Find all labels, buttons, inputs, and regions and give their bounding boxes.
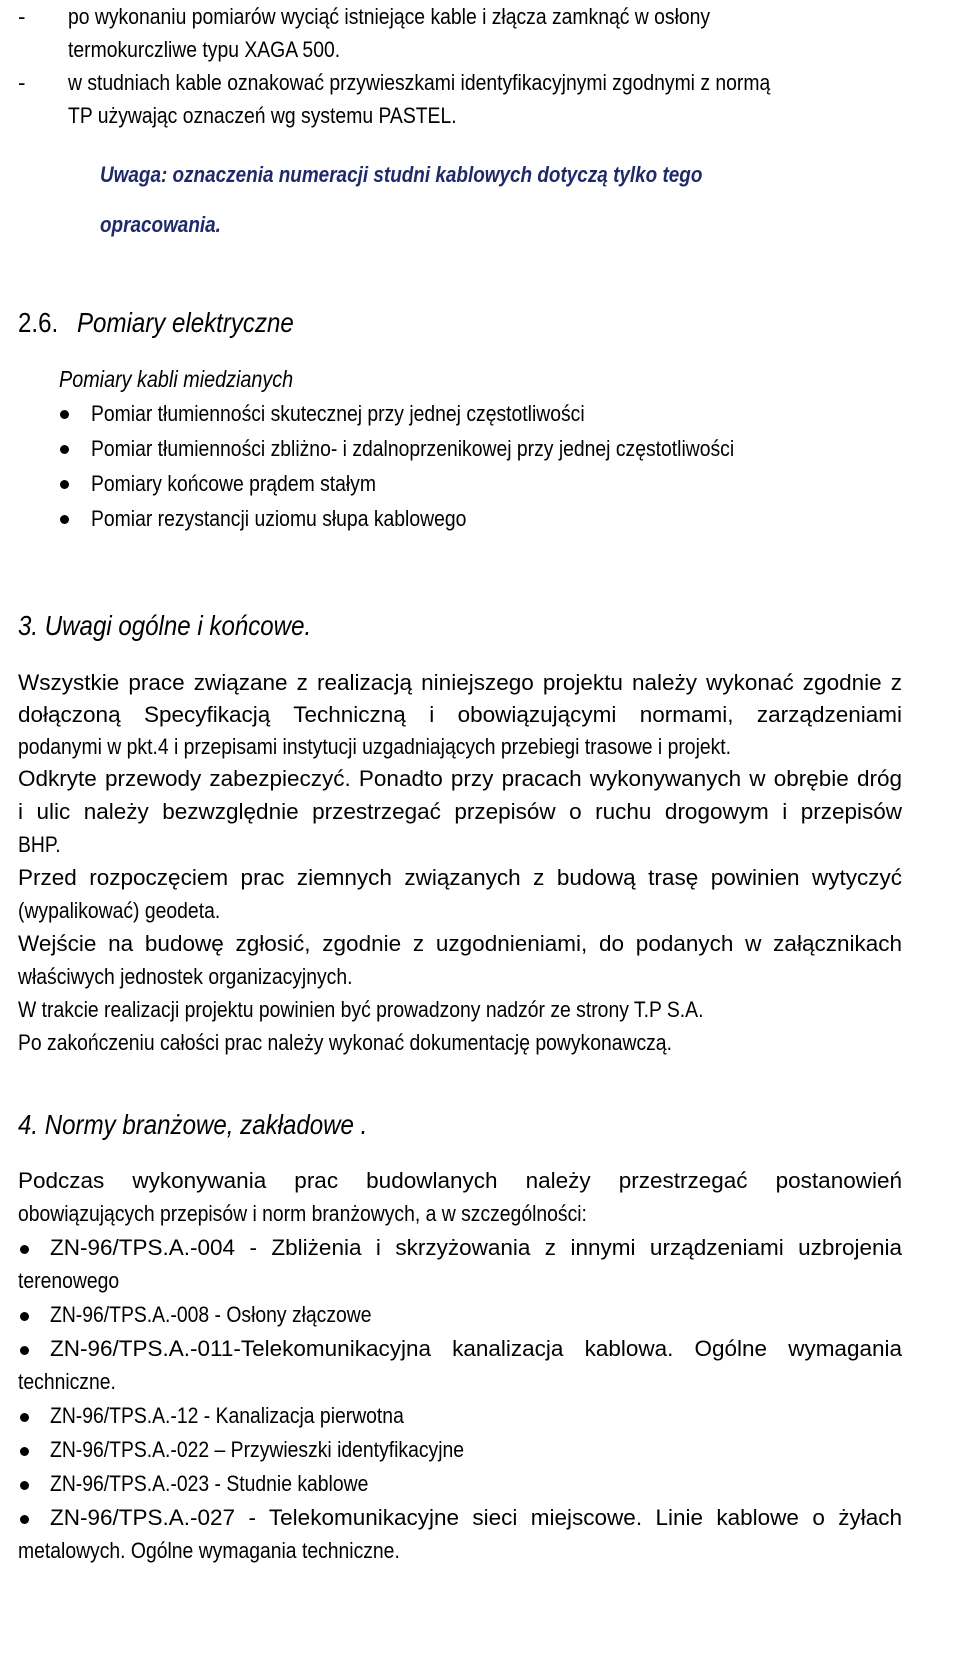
list-item-line: po wykonaniu pomiarów wyciąć istniejące kable i złącza zamknąć w osłony <box>68 4 711 29</box>
bullet-icon <box>20 1515 29 1524</box>
bullet-icon <box>60 410 69 419</box>
paragraph-line: Wejście na budowę zgłosić, zgodnie z uzgodnieniami, do podanych w załącznikach <box>18 931 902 956</box>
list-item-line: w studniach kable oznakować przywieszkami identyfikacyjnymi zgodnymi z normą <box>68 70 771 95</box>
paragraph-line: Odkryte przewody zabezpieczyć. Ponadto przy pracach wykonywanych w obrębie dróg <box>18 766 902 791</box>
bullet-icon <box>20 1312 29 1321</box>
section-subtitle: Pomiary kabli miedzianych <box>59 366 294 392</box>
list-item: ZN-96/TPS.A.-008 - Osłony złączowe <box>50 1302 372 1327</box>
paragraph-line: obowiązujących przepisów i norm branżowych, a w szczególności: <box>18 1201 587 1226</box>
paragraph-line: Wszystkie prace związane z realizacją niniejszego projektu należy wykonać zgodnie z <box>18 670 902 695</box>
section-title: Pomiary elektryczne <box>77 307 294 338</box>
paragraph-line: Podczas wykonywania prac budowlanych należy przestrzegać postanowień <box>18 1168 902 1193</box>
bullet-icon <box>60 515 69 524</box>
bullet-icon <box>20 1346 29 1355</box>
bullet-icon <box>60 480 69 489</box>
list-item-continuation: techniczne. <box>18 1369 116 1394</box>
list-item: Pomiar tłumienności zbliżno- i zdalnoprzenikowej przy jednej częstotliwości <box>91 436 735 461</box>
list-item-line: termokurczliwe typu XAGA 500. <box>68 37 341 62</box>
list-item: ZN-96/TPS.A.-011-Telekomunikacyjna kanalizacja kablowa. Ogólne wymagania <box>50 1336 902 1361</box>
bullet-icon <box>20 1481 29 1490</box>
paragraph-line: (wypalikować) geodeta. <box>18 898 221 923</box>
paragraph-line: i ulic należy bezwzględnie przestrzegać przepisów o ruchu drogowym i przepisów <box>18 799 902 824</box>
list-item: ZN-96/TPS.A.-027 - Telekomunikacyjne sieci miejscowe. Linie kablowe o żyłach <box>50 1505 902 1530</box>
list-dash: - <box>18 4 26 29</box>
bullet-icon <box>20 1245 29 1254</box>
paragraph-line: podanymi w pkt.4 i przepisami instytucji uzgadniających przebiegi trasowe i projekt. <box>18 734 732 759</box>
list-item-continuation: metalowych. Ogólne wymagania techniczne. <box>18 1538 400 1563</box>
list-item: Pomiar tłumienności skutecznej przy jednej częstotliwości <box>91 401 585 426</box>
bullet-icon <box>20 1413 29 1422</box>
list-item: ZN-96/TPS.A.-022 – Przywieszki identyfikacyjne <box>50 1437 465 1462</box>
bullet-icon <box>20 1447 29 1456</box>
list-item: ZN-96/TPS.A.-023 - Studnie kablowe <box>50 1471 369 1496</box>
bullet-icon <box>60 445 69 454</box>
section-title: 4. Normy branżowe, zakładowe . <box>18 1109 368 1140</box>
section-number: 2.6. <box>18 307 59 338</box>
paragraph-line: W trakcie realizacji projektu powinien być prowadzony nadzór ze strony T.P S.A. <box>18 997 704 1022</box>
warning-note: Uwaga: oznaczenia numeracji studni kablowych dotyczą tylko tego <box>100 162 703 187</box>
list-item-continuation: terenowego <box>18 1268 120 1293</box>
paragraph-line: właściwych jednostek organizacyjnych. <box>18 964 353 989</box>
list-item: ZN-96/TPS.A.-12 - Kanalizacja pierwotna <box>50 1403 404 1428</box>
list-item: Pomiary końcowe prądem stałym <box>91 471 376 496</box>
warning-note: opracowania. <box>100 212 221 237</box>
list-item: ZN-96/TPS.A.-004 - Zbliżenia i skrzyżowania z innymi urządzeniami uzbrojenia <box>50 1235 902 1260</box>
paragraph-line: dołączoną Specyfikacją Techniczną i obowiązującymi normami, zarządzeniami <box>18 702 902 727</box>
paragraph-line: Po zakończeniu całości prac należy wykonać dokumentację powykonawczą. <box>18 1030 672 1055</box>
paragraph-line: BHP. <box>18 832 61 857</box>
section-title: 3. Uwagi ogólne i końcowe. <box>18 610 312 641</box>
paragraph-line: Przed rozpoczęciem prac ziemnych związanych z budową trasę powinien wytyczyć <box>18 865 902 890</box>
list-item-line: TP używając oznaczeń wg systemu PASTEL. <box>68 103 457 128</box>
list-dash: - <box>18 70 26 95</box>
list-item: Pomiar rezystancji uziomu słupa kablowego <box>91 506 467 531</box>
